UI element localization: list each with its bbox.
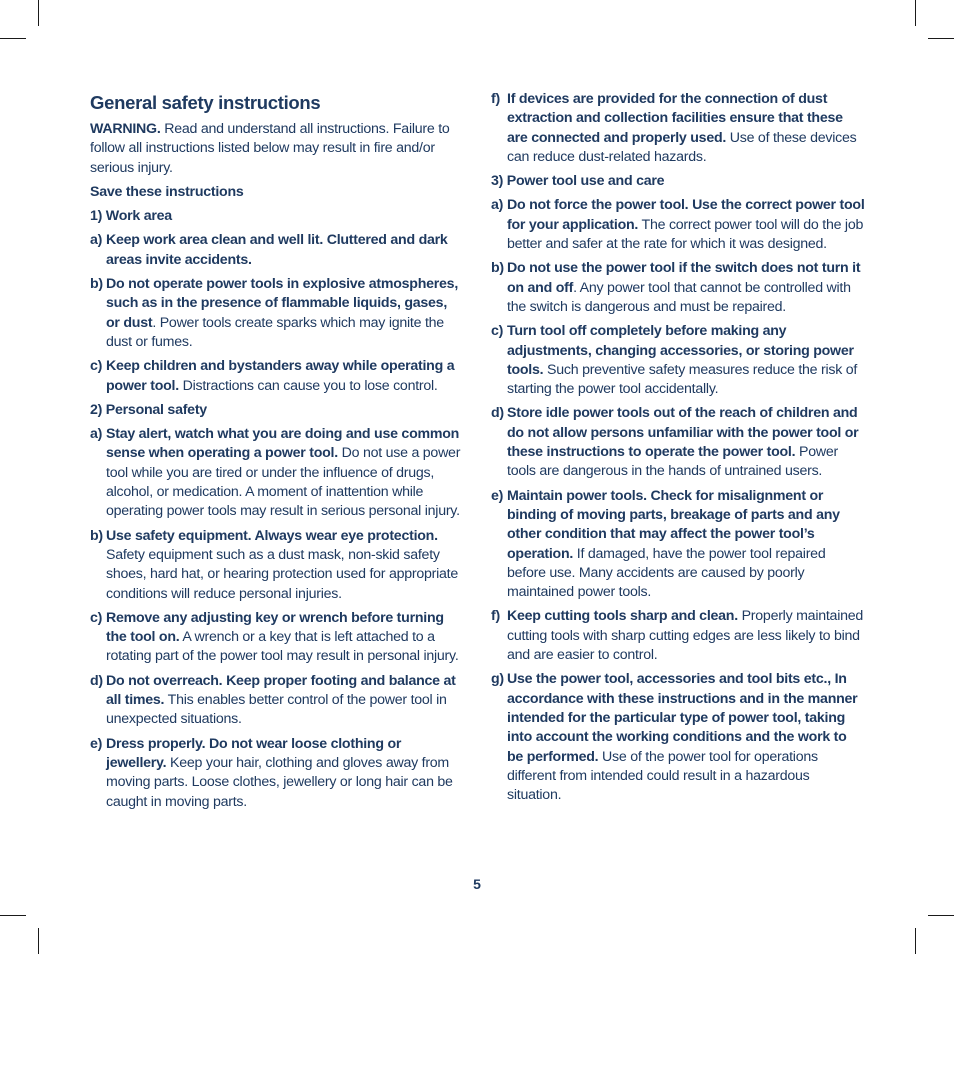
item-text: . Any power tool that cannot be controlled with the switch is dangerous and must be repaired.	[507, 279, 851, 315]
crop-mark-top-right-horizontal	[928, 38, 954, 39]
left-column	[90, 90, 462, 817]
item-bold-text: Do not overreach. Keep proper footing and balance at all times.	[106, 672, 456, 709]
list-item	[90, 357, 462, 396]
item-label: e)	[491, 487, 504, 504]
item-bold-text: Do not use the power tool if the switch does not turn it on and off	[507, 260, 861, 296]
item-label: c)	[90, 358, 103, 375]
item-bold-text: Use safety equipment. Always wear eye protection.	[106, 527, 438, 544]
item-label: f)	[491, 91, 500, 107]
item-label: e)	[90, 735, 103, 752]
list-item	[491, 259, 866, 317]
item-bold-text: Store idle power tools out of the reach of children and do not allow persons unfamiliar with the power tool or these instructions to operate the power tool.	[507, 405, 859, 461]
item-label: f)	[491, 608, 500, 625]
list-item	[491, 404, 866, 481]
section-personal-safety-heading: 2) Personal safety	[90, 401, 207, 418]
list-item	[90, 672, 462, 730]
item-text: Use of the power tool for operations different from intended could result in a hazardous situation.	[507, 748, 818, 804]
warning-intro	[90, 120, 462, 178]
item-text: Distractions can cause you to lose control.	[178, 377, 438, 394]
item-text: The correct power tool will do the job better and safer at the rate for which it was designed.	[507, 216, 864, 253]
item-bold-text: Keep work area clean and well lit. Cluttered and dark areas invite accidents.	[106, 232, 448, 268]
item-label: c)	[491, 323, 504, 340]
crop-mark-bottom-left-vertical	[38, 928, 39, 954]
crop-mark-top-right-vertical	[915, 0, 916, 26]
save-instructions-heading: Save these instructions	[90, 183, 244, 200]
list-item	[90, 275, 462, 352]
section-work-area-heading: 1) Work area	[90, 208, 172, 225]
item-bold-text: If devices are provided for the connection of dust extraction and collection facilities ensure that these are connected and properly used.	[507, 91, 843, 146]
list-item	[90, 425, 462, 521]
item-text: Use of these devices can reduce dust-related hazards.	[507, 129, 857, 165]
list-item	[491, 322, 866, 399]
list-item	[491, 90, 866, 167]
item-label: b)	[491, 260, 504, 277]
item-text: If damaged, have the power tool repaired before use. Many accidents are caused by poorly maintained power tools.	[507, 545, 826, 601]
item-text: Keep your hair, clothing and gloves away from moving parts. Loose clothes, jewellery or long hair can be caught in moving parts.	[106, 754, 453, 810]
item-bold-text: Dress properly. Do not wear loose clothing or jewellery.	[106, 735, 402, 771]
item-bold-text: Turn tool off completely before making any adjustments, changing accessories, or storing power tools.	[507, 323, 854, 378]
list-item	[491, 670, 866, 805]
item-bold-text: Remove any adjusting key or wrench before turning the tool on.	[106, 609, 444, 646]
item-text: This enables better control of the power tool in unexpected situations.	[106, 692, 447, 728]
crop-mark-bottom-right-horizontal	[928, 915, 954, 916]
list-item	[90, 231, 462, 270]
item-label: a)	[90, 426, 103, 443]
list-item	[491, 196, 866, 254]
item-label: c)	[90, 609, 103, 626]
item-bold-text: Stay alert, watch what you are doing and use common sense when operating a power tool.	[106, 426, 460, 462]
item-label: g)	[491, 671, 504, 688]
item-text: A wrench or a key that is left attached to a rotating part of the power tool may result in personal injury.	[106, 629, 459, 665]
warning-text: Read and understand all instructions. Failure to follow all instructions listed below may result in fire and/or serious injury.	[90, 121, 450, 176]
item-label: d)	[491, 405, 504, 422]
item-label: d)	[90, 672, 103, 689]
item-text: . Power tools create sparks which may ignite the dust or fumes.	[106, 314, 444, 350]
item-bold-text: Keep cutting tools sharp and clean.	[507, 608, 738, 625]
page-number: 5	[473, 876, 481, 892]
item-text: Properly maintained cutting tools with sharp cutting edges are less likely to bind and are easier to control.	[507, 608, 864, 664]
crop-mark-top-left-horizontal	[0, 38, 26, 39]
item-bold-text: Maintain power tools. Check for misalignment or binding of moving parts, breakage of parts and any other condition that may affect the power tool’s operation.	[507, 487, 840, 562]
item-label: b)	[90, 527, 103, 544]
item-label: a)	[491, 197, 504, 214]
crop-mark-bottom-right-vertical	[915, 928, 916, 954]
crop-mark-top-left-vertical	[38, 0, 39, 26]
list-item	[491, 487, 866, 603]
warning-label: WARNING.	[90, 121, 161, 137]
item-text: Do not use a power tool while you are tired or under the influence of drugs, alcohol, or medication. A moment of inattention while operating power tools may result in serious personal injury.	[106, 445, 461, 520]
right-column	[491, 90, 866, 810]
item-bold-text: Keep children and bystanders away while operating a power tool.	[106, 358, 455, 394]
item-label: b)	[90, 276, 103, 293]
section-power-tool-use-heading: 3) Power tool use and care	[491, 173, 665, 190]
list-item	[90, 609, 462, 667]
page-title: General safety instructions	[90, 92, 321, 113]
item-bold-text: Do not operate power tools in explosive atmospheres, such as in the presence of flammable liquids, gases, or dust	[106, 276, 459, 331]
item-text: Power tools are dangerous in the hands of untrained users.	[507, 444, 838, 480]
item-label: a)	[90, 232, 103, 249]
item-bold-text: Use the power tool, accessories and tool bits etc., In accordance with these instructions and in the manner intended for the particular type of power tool, taking into account the working conditions and the work to be performed.	[507, 671, 858, 765]
crop-mark-bottom-left-horizontal	[0, 915, 26, 916]
item-bold-text: Do not force the power tool. Use the correct power tool for your application.	[507, 197, 865, 233]
list-item	[90, 735, 462, 812]
item-text: Safety equipment such as a dust mask, non-skid safety shoes, hard hat, or hearing protection used for appropriate conditions will reduce personal injuries.	[106, 546, 458, 602]
list-item	[90, 527, 462, 604]
item-text: Such preventive safety measures reduce the risk of starting the power tool accidentally.	[507, 361, 858, 398]
list-item	[491, 607, 866, 665]
